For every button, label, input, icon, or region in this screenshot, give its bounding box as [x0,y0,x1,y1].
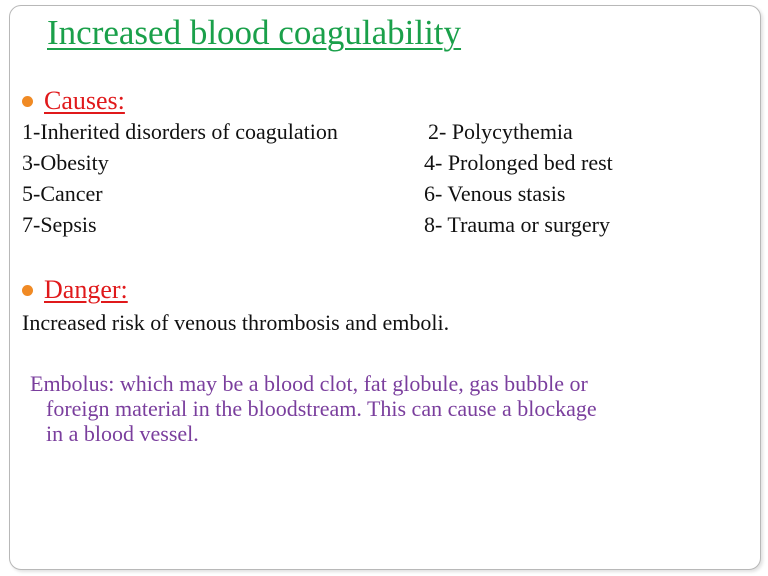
cause-item: 8- Trauma or surgery [424,212,610,237]
cause-item: 4- Prolonged bed rest [424,150,613,175]
causes-heading-row [22,86,125,116]
danger-text: Increased risk of venous thrombosis and emboli. [22,310,450,335]
cause-item: 5-Cancer [22,181,103,206]
cause-item: 1-Inherited disorders of coagulation [22,119,338,144]
danger-heading-row [22,275,128,305]
causes-heading: Causes: [44,86,125,115]
embolus-line: foreign material in the bloodstream. This can cause a blockage [46,396,597,421]
embolus-line: Embolus: which may be a blood clot, fat globule, gas bubble or [30,371,588,396]
cause-item: 6- Venous stasis [424,181,566,206]
danger-heading: Danger: [44,275,128,304]
cause-item: 7-Sepsis [22,212,97,237]
cause-item: 2- Polycythemia [428,119,573,144]
bullet-icon [22,285,33,296]
bullet-icon [22,96,33,107]
cause-item: 3-Obesity [22,150,109,175]
slide-title: Increased blood coagulability [47,13,462,52]
embolus-note [30,371,720,446]
embolus-line: in a blood vessel. [46,421,199,446]
